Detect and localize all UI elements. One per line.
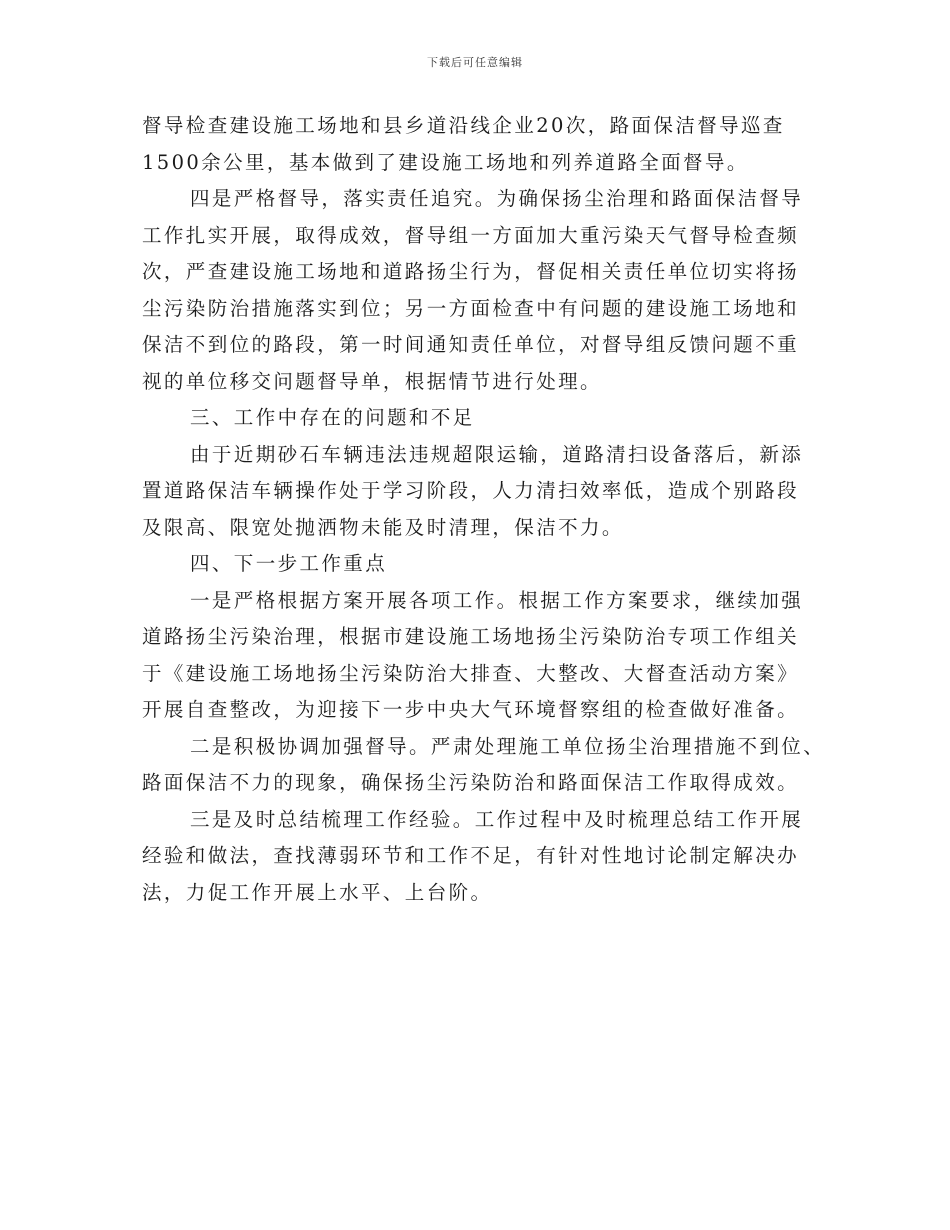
paragraph-start-line: 三是及时总结梳理工作经验。工作过程中及时梳理总结工作开展 bbox=[190, 807, 804, 831]
text-line: 保洁不到位的路段，第一时间通知责任单位，对督导组反馈问题不重 bbox=[142, 333, 800, 356]
page-header: 下载后可任意编辑 bbox=[427, 56, 523, 69]
text-line: 道路扬尘污染治理，根据市建设施工场地扬尘污染防治专项工作组关 bbox=[142, 625, 800, 648]
text-line: 及限高、限宽处抛洒物未能及时清理，保洁不力。 bbox=[142, 515, 624, 539]
text-line: 1500余公里，基本做到了建设施工场地和列养道路全面督导。 bbox=[142, 150, 749, 174]
text-line: 视的单位移交问题督导单，根据情节进行处理。 bbox=[142, 369, 602, 393]
text-line: 督导检查建设施工场地和县乡道沿线企业20次，路面保洁督导巡查 bbox=[142, 114, 785, 137]
paragraph-start-line: 四是严格督导，落实责任追究。为确保扬尘治理和路面保洁督导 bbox=[190, 187, 804, 210]
text-line: 开展自查整改，为迎接下一步中央大气环境督察组的检查做好准备。 bbox=[142, 698, 800, 721]
text-line: 经验和做法，查找薄弱环节和工作不足，有针对性地讨论制定解决办 bbox=[142, 844, 800, 867]
paragraph-start-line: 一是严格根据方案开展各项工作。根据工作方案要求，继续加强 bbox=[190, 588, 804, 612]
text-line: 尘污染防治措施落实到位；另一方面检查中有问题的建设施工场地和 bbox=[142, 296, 800, 320]
section-heading: 三、工作中存在的问题和不足 bbox=[190, 406, 475, 429]
text-line: 法，力促工作开展上水平、上台阶。 bbox=[142, 880, 493, 904]
paragraph-start-line: 由于近期砂石车辆违法违规超限运输，道路清扫设备落后，新添 bbox=[190, 442, 804, 466]
section-heading: 四、下一步工作重点 bbox=[190, 552, 388, 575]
text-line: 工作扎实开展，取得成效，督导组一方面加大重污染天气督导检查频 bbox=[142, 223, 800, 247]
text-line: 置道路保洁车辆操作处于学习阶段，人力清扫效率低，造成个别路段 bbox=[142, 479, 800, 502]
paragraph-start-line: 二是积极协调加强督导。严肃处理施工单位扬尘治理措施不到位、 bbox=[190, 734, 826, 758]
document-body bbox=[142, 108, 826, 911]
text-line: 次，严查建设施工场地和道路扬尘行为，督促相关责任单位切实将扬 bbox=[142, 260, 800, 283]
text-line: 于《建设施工场地扬尘污染防治大排查、大整改、大督查活动方案》 bbox=[142, 661, 800, 685]
text-line: 路面保洁不力的现象，确保扬尘污染防治和路面保洁工作取得成效。 bbox=[142, 771, 800, 794]
